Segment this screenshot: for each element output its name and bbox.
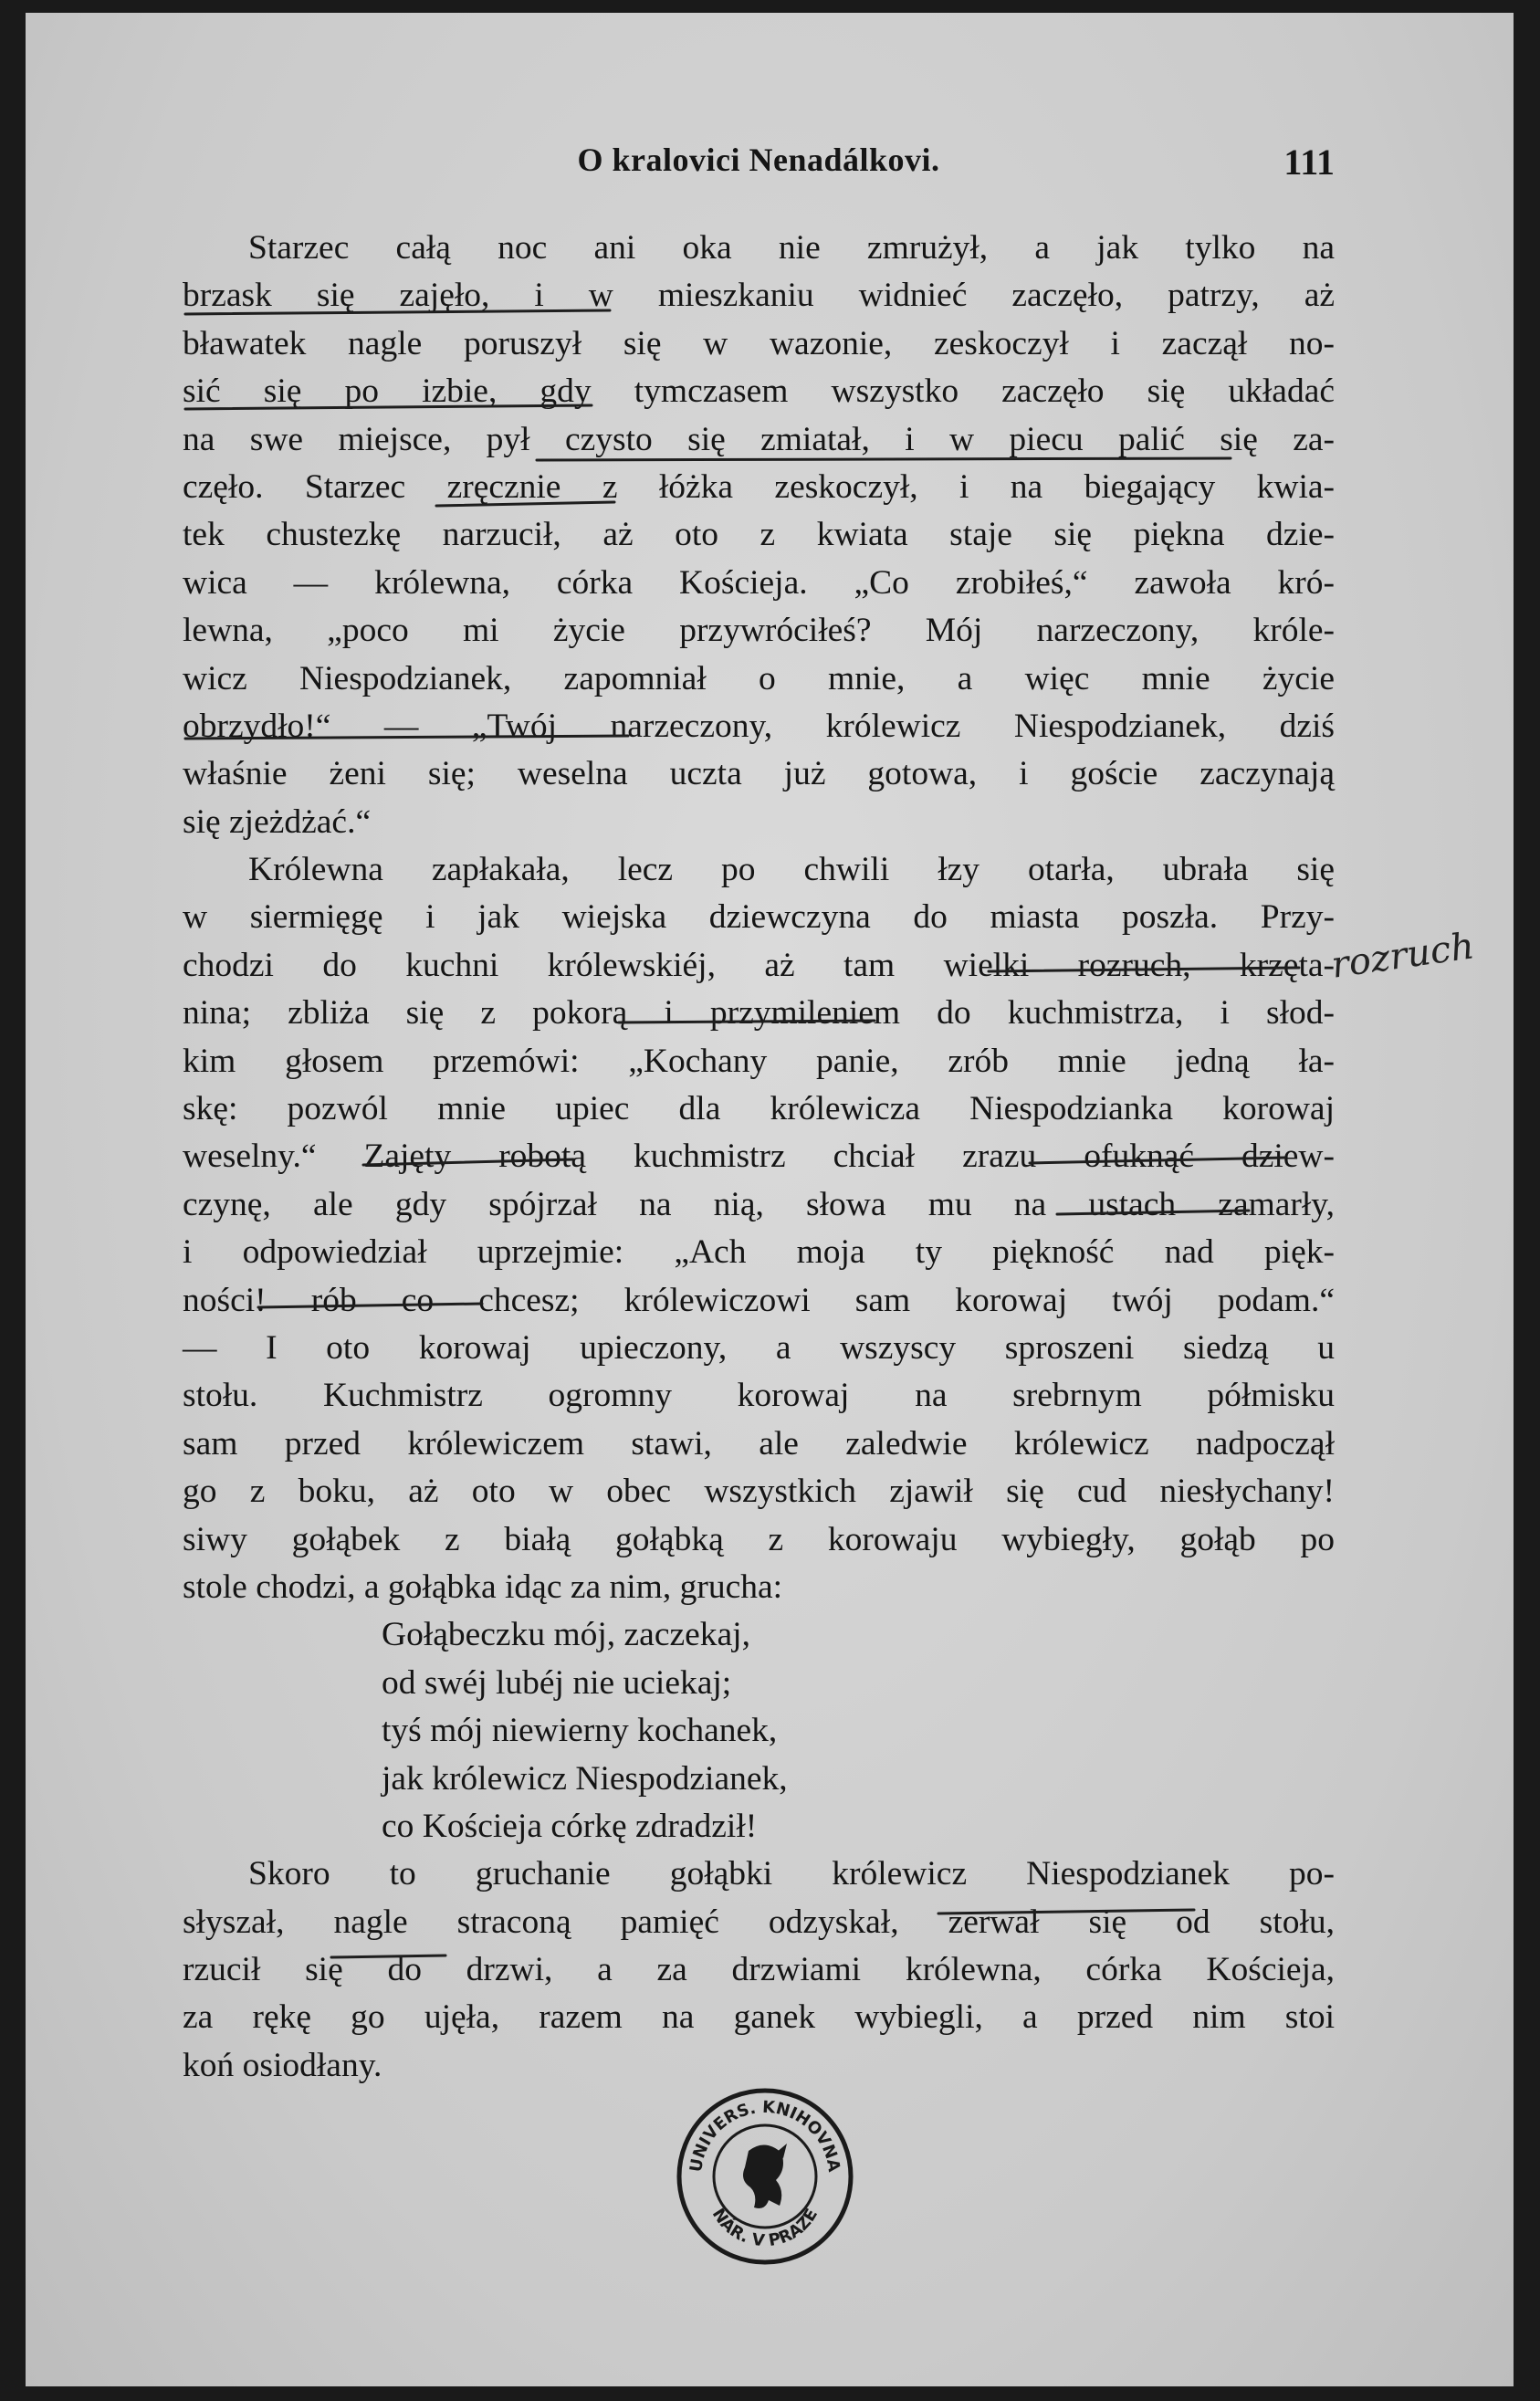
lion-emblem-icon [743,2144,787,2208]
page-header [183,141,1335,195]
text-line: i odpowiedział uprzejmie: „Ach moja ty piękność nad pięk- [183,1233,1335,1272]
text-line: rzucił się do drzwi, a za drzwiami królewna, córka Kościeja, [183,1951,1335,1989]
poem-block [183,1611,1335,1851]
text-line: siwy gołąbek z białą gołąbką z korowaju wybiegły, gołąb po [183,1520,1335,1558]
text-line: sić się po izbie, gdy tymczasem wszystko zaczęło się układać [183,372,1335,411]
text-line: — I oto korowaj upieczony, a wszyscy sproszeni siedzą u [183,1328,1335,1367]
poem-line: tyś mój niewierny kochanek, [382,1712,778,1750]
text-block [183,225,1335,2090]
text-line: czynę, ale gdy spójrzał na nią, słowa mu na ustach zamarły, [183,1185,1335,1223]
text-line: brzask się zajęło, i w mieszkaniu widnieć zaczęło, patrzy, aż [183,277,1335,315]
text-line: lewna, „poco mi życie przywróciłeś? Mój narzeczony, króle- [183,612,1335,650]
poem-line: co Kościeja córkę zdradził! [382,1807,758,1845]
text-line: właśnie żeni się; weselna uczta już gotowa, i goście zaczynają [183,755,1335,793]
poem-line: Gołąbeczku mój, zaczekaj, [382,1616,750,1654]
text-line: ności! rób co chcesz; królewiczowi sam korowaj twój podam.“ [183,1281,1335,1319]
handwritten-margin-note: rozruch [1328,925,1477,987]
text-line: weselny.“ Zajęty robotą kuchmistrz chciał zrazu ofuknąć dziew- [183,1138,1335,1176]
text-line: wica — królewna, córka Kościeja. „Co zrobiłeś,“ zawoła kró- [183,563,1335,602]
stamp-top-text: UNIVERS. KNIHOVNA [686,2097,844,2174]
text-line: Starzec całą noc ani oka nie zmrużył, a jak tylko na [248,229,1335,267]
text-line: Skoro to gruchanie gołąbki królewicz Niespodzianek po- [248,1855,1335,1893]
text-line: kim głosem przemówi: „Kochany panie, zrób mnie jedną ła- [183,1042,1335,1080]
library-stamp [674,2085,856,2268]
text-line: tek chustezkę narzucił, aż oto z kwiata staje się piękna dzie- [183,516,1335,554]
text-line: Królewna zapłakała, lecz po chwili łzy otarła, ubrała się [248,851,1335,889]
poem-line: od swéj lubéj nie uciekaj; [382,1663,732,1702]
text-line: na swe miejsce, pył czysto się zmiatał, i w piecu palić się za- [183,420,1335,458]
text-line: wicz Niespodzianek, zapomniał o mnie, a więc mnie życie [183,659,1335,697]
scanned-page [26,13,1514,2386]
text-line: skę: pozwól mnie upiec dla królewicza Niespodzianka korowaj [183,1090,1335,1128]
text-line: bławatek nagle poruszył się w wazonie, zeskoczył i zaczął no- [183,324,1335,362]
text-line: koń osiodłany. [183,2046,382,2084]
text-line: stołu. Kuchmistrz ogromny korowaj na srebrnym półmisku [183,1377,1335,1415]
text-line: częło. Starzec zręcznie z łóżka zeskoczył, i na biegający kwia- [183,467,1335,506]
text-line: obrzydło!“ — „Twój narzeczony, królewicz Niespodzianek, dziś [183,707,1335,745]
poem-line: jak królewicz Niespodzianek, [382,1759,788,1798]
text-line: nina; zbliża się z pokorą i przymileniem do kuchmistrza, i słod- [183,994,1335,1033]
text-line: go z boku, aż oto w obec wszystkich zjawił się cud niesłychany! [183,1473,1335,1511]
running-title: O kralovici Nenadálkovi. [577,142,940,178]
page-number: 111 [1283,142,1335,183]
text-line: sam przed królewiczem stawi, ale zaledwie królewicz nadpoczął [183,1424,1335,1463]
text-line: słyszał, nagle straconą pamięć odzyskał, zerwał się od stołu, [183,1903,1335,1941]
text-line: za rękę go ujęła, razem na ganek wybiegli, a przed nim stoi [183,1998,1335,2037]
text-line: stole chodzi, a gołąbka idąc za nim, grucha: [183,1567,783,1606]
text-line: się zjeżdżać.“ [183,802,372,841]
text-line: w siermięgę i jak wiejska dziewczyna do miasta poszła. Przy- [183,898,1335,937]
text-line: chodzi do kuchni królewskiéj, aż tam wielki rozruch, krzęta- [183,946,1335,984]
stamp-bottom-text: NÁR. V PRAZE [707,2205,822,2251]
